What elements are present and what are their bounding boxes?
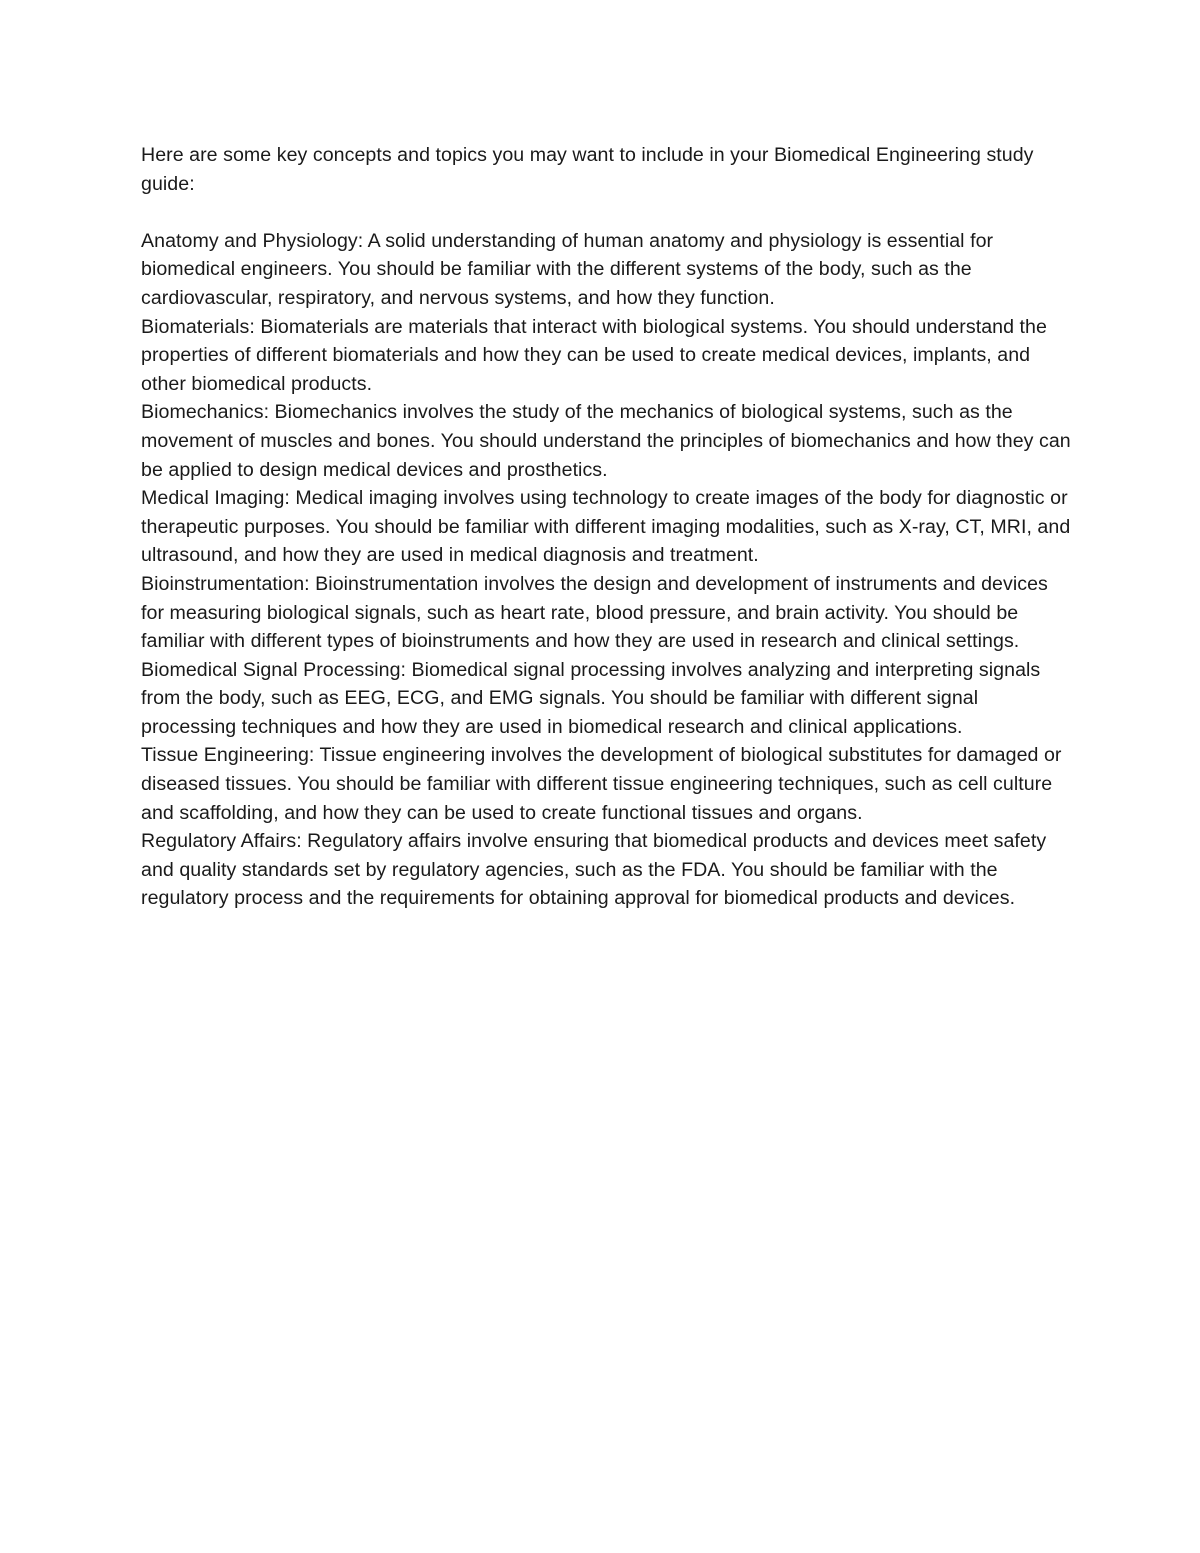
topic-list [141,227,1071,913]
topic-bioinstrumentation: Bioinstrumentation: Bioinstrumentation involves the design and development of instruments and devices for measuring biological signals, such as heart rate, blood pressure, and brain activity. You should be familiar with different types of bioinstruments and how they are used in research and clinical settings. [141,572,1048,653]
topic-medical-imaging: Medical Imaging: Medical imaging involves using technology to create images of the body for diagnostic or therapeutic purposes. You should be familiar with different imaging modalities, such as X-ray, CT, MRI, and ultrasound, and how they are used in medical diagnosis and treatment. [141,487,1071,567]
topic-tissue-engineering: Tissue Engineering: Tissue engineering involves the development of biological substitutes for damaged or diseased tissues. You should be familiar with different tissue engineering techniques, such as cell culture and scaffolding, and how they can be used to create functional tissues and organs. [141,744,1062,824]
topic-biomaterials: Biomaterials: Biomaterials are materials that interact with biological systems. You should understand the properties of different biomaterials and how they can be used to create medical devices, implants, and other biomedical products. [141,315,1047,395]
topic-biomechanics: Biomechanics: Biomechanics involves the study of the mechanics of biological systems, such as the movement of muscles and bones. You should understand the principles of biomechanics and how they can be applied to design medical devices and prosthetics. [141,401,1071,481]
topic-biomedical-signal-processing: Biomedical Signal Processing: Biomedical signal processing involves analyzing and interpreting signals from the body, such as EEG, ECG, and EMG signals. You should be familiar with different signal processing techniques and how they are used in biomedical research and clinical applications. [141,658,1041,738]
document-body [141,141,1071,913]
intro-paragraph: Here are some key concepts and topics you may want to include in your Biomedical Engineering study guide: [141,144,1034,195]
topic-anatomy-physiology: Anatomy and Physiology: A solid understanding of human anatomy and physiology is essential for biomedical engineers. You should be familiar with the different systems of the body, such as the cardiovascular, respiratory, and nervous systems, and how they function. [141,229,994,309]
topic-regulatory-affairs: Regulatory Affairs: Regulatory affairs involve ensuring that biomedical products and devices meet safety and quality standards set by regulatory agencies, such as the FDA. You should be familiar with the regulatory process and the requirements for obtaining approval for biomedical products and devices. [141,830,1047,910]
